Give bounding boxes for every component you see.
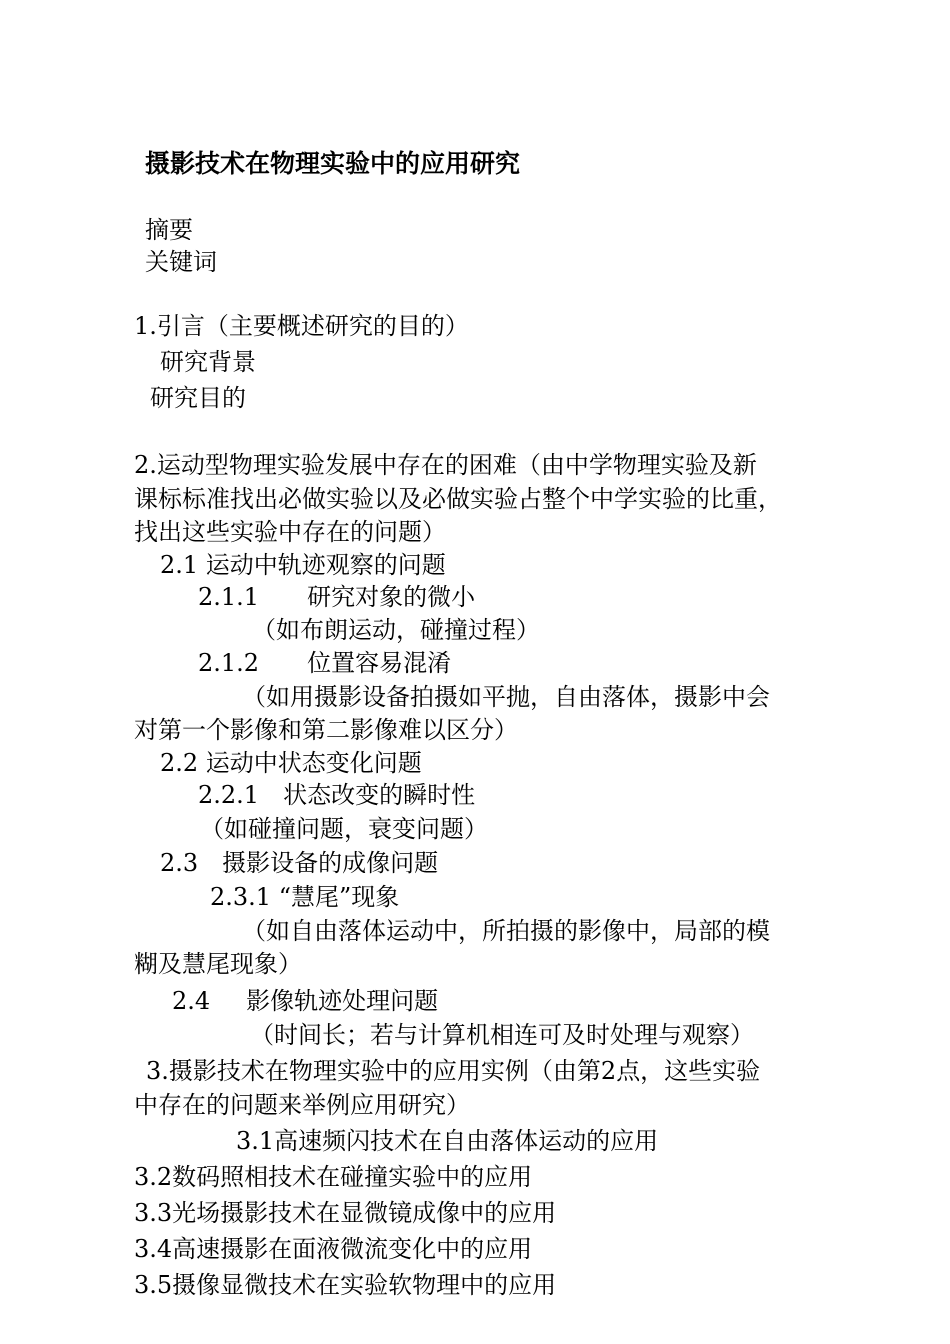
section-2-3-num: 2.3 [160,849,199,877]
section-3-num: 3. [146,1057,169,1085]
section-3-3-item [134,1196,556,1230]
keywords-label: 关键词 [145,248,217,276]
section-1-num: 1.引言 [134,312,205,340]
section-3-3-num: 3.3 [134,1199,173,1227]
section-2-1-2-heading: 2.1.2 位置容易混淆 [198,649,452,677]
section-3-2-item [134,1160,532,1194]
section-2-note-line3: 找出这些实验中存在的问题） [134,518,446,546]
section-1-heading [134,309,469,343]
section-2-3-text: 摄影设备的成像问题 [222,849,439,877]
section-2-heading [134,448,757,482]
section-2-2-1-heading: 2.2.1 状态改变的瞬时性 [198,781,476,809]
section-2-3-1-heading: 2.3.1 “慧尾”现象 [210,883,400,911]
section-2-3-1-note-a: （如自由落体运动中，所拍摄的影像中， [242,917,674,945]
section-1-note: （主要概述研究的目的） [204,312,469,340]
section-2-3-1-note-line1 [242,914,770,948]
section-3-1-text: 高速频闪技术在自由落体运动的应用 [274,1127,659,1155]
section-1-item-background: 研究背景 [160,348,256,376]
section-2-1-heading: 2.1 运动中轨迹观察的问题 [160,551,446,579]
section-3-4-num: 3.4 [134,1235,173,1263]
section-2-3-1-note-b: 局部的模 [674,917,770,945]
section-3-line2: 中存在的问题来举例应用研究） [134,1091,470,1119]
section-2-4-num: 2.4 [172,987,211,1015]
section-3-text-b: 点，这些实验 [616,1057,761,1085]
section-2-1-2-note-line2: 对第一个影像和第二影像难以区分） [134,716,518,744]
section-3-2-num: 3.2 [134,1163,173,1191]
section-3-1-num: 3.1 [236,1127,275,1155]
section-2-note-line2: 课标标准找出必做实验以及必做实验占整个中学实验的比重， [134,485,782,513]
section-2-2-heading: 2.2 运动中状态变化问题 [160,749,422,777]
abstract-label: 摘要 [145,216,193,244]
section-2-3-1-note-line2: 糊及慧尾现象） [134,950,302,978]
document-title: 摄影技术在物理实验中的应用研究 [145,149,521,178]
section-2-1-2-note-line1: （如用摄影设备拍摄如平抛，自由落体，摄影中会 [242,683,770,711]
section-2-2-1-note: （如碰撞问题，衰变问题） [200,815,488,843]
section-3-5-item [134,1268,556,1302]
section-3-5-text: 摄像显微技术在实验软物理中的应用 [172,1271,557,1299]
section-3-heading [146,1054,760,1088]
section-3-1-item [236,1124,658,1158]
section-3-text-a: 摄影技术在物理实验中的应用实例（由第 [168,1057,601,1085]
section-2-num: 2.运动型物理实验发展中存在的困难 [134,451,517,479]
section-2-4-note: （时间长；若与计算机相连可及时处理与观察） [250,1021,754,1049]
section-1-item-purpose: 研究目的 [150,384,246,412]
section-3-4-item [134,1232,532,1266]
section-2-1-1-note: （如布朗运动，碰撞过程） [252,616,540,644]
section-2-4-text: 影像轨迹处理问题 [246,987,439,1015]
section-2-4-heading [172,984,438,1018]
section-2-3-heading [160,846,438,880]
section-2-note: （由中学物理实验及新 [516,451,757,479]
section-3-5-num: 3.5 [134,1271,173,1299]
section-3-num-b: 2 [600,1057,617,1085]
section-3-3-text: 光场摄影技术在显微镜成像中的应用 [172,1199,557,1227]
section-3-2-text: 数码照相技术在碰撞实验中的应用 [172,1163,533,1191]
section-3-4-text: 高速摄影在面液微流变化中的应用 [172,1235,533,1263]
section-2-1-1-heading: 2.1.1 研究对象的微小 [198,583,476,611]
